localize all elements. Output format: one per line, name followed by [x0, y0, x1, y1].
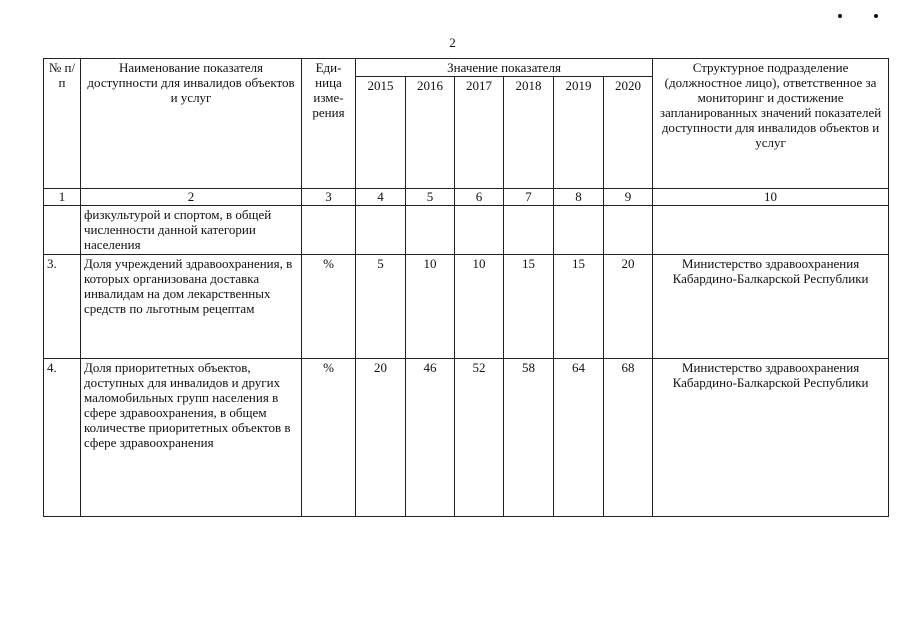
row-value: 52	[455, 359, 504, 517]
row-value	[356, 206, 406, 255]
row-value: 20	[604, 255, 653, 359]
row-value	[455, 206, 504, 255]
header-year: 2016	[406, 77, 455, 189]
header-year: 2017	[455, 77, 504, 189]
row-value	[604, 206, 653, 255]
header-year: 2019	[554, 77, 604, 189]
row-indicator-name: физкультурой и спортом, в общей численности данной категории населения	[81, 206, 302, 255]
row-value: 10	[455, 255, 504, 359]
row-responsible	[653, 206, 889, 255]
indicator-table	[43, 58, 889, 517]
column-number: 3	[302, 189, 356, 206]
column-number: 4	[356, 189, 406, 206]
row-value	[406, 206, 455, 255]
column-number: 9	[604, 189, 653, 206]
row-value: 68	[604, 359, 653, 517]
column-number: 2	[81, 189, 302, 206]
page-number: 2	[449, 35, 456, 50]
table-row	[44, 206, 889, 255]
column-number: 7	[504, 189, 554, 206]
scan-marks	[838, 14, 888, 24]
header-num: № п/п	[44, 59, 81, 189]
row-value: 20	[356, 359, 406, 517]
table-row	[44, 359, 889, 517]
row-indicator-name: Доля учреждений здравоохранения, в которых организована доставка инвалидам на дом лекарственных средств по льготным рецептам	[81, 255, 302, 359]
row-value: 15	[554, 255, 604, 359]
column-number: 1	[44, 189, 81, 206]
header-values-group: Значение показателя	[356, 59, 653, 77]
row-responsible: Министерство здравоохранения Кабардино-Балкарской Республики	[653, 255, 889, 359]
row-value: 58	[504, 359, 554, 517]
row-unit: %	[302, 255, 356, 359]
column-numbers-row	[44, 189, 889, 206]
header-responsible: Структурное подразделение (должностное лицо), ответственное за мониторинг и достижение запланированных значений показателей доступности для инвалидов объектов и услуг	[653, 59, 889, 189]
row-indicator-name: Доля приоритетных объектов, доступных для инвалидов и других маломобильных групп населения в сфере здравоохранения, в общем количестве приоритетных объектов в сфере здравоохранения	[81, 359, 302, 517]
row-num	[44, 206, 81, 255]
column-number: 10	[653, 189, 889, 206]
row-value: 64	[554, 359, 604, 517]
row-unit: %	[302, 359, 356, 517]
row-value	[554, 206, 604, 255]
header-year: 2015	[356, 77, 406, 189]
header-row	[44, 59, 889, 77]
row-unit	[302, 206, 356, 255]
row-num: 3.	[44, 255, 81, 359]
row-value: 5	[356, 255, 406, 359]
scan-dot	[838, 14, 842, 18]
column-number: 8	[554, 189, 604, 206]
row-responsible: Министерство здравоохранения Кабардино-Балкарской Республики	[653, 359, 889, 517]
row-num: 4.	[44, 359, 81, 517]
table-row	[44, 255, 889, 359]
header-year: 2018	[504, 77, 554, 189]
header-indicator-name: Наименование показателя доступности для инвалидов объектов и услуг	[81, 59, 302, 189]
row-value	[504, 206, 554, 255]
column-number: 6	[455, 189, 504, 206]
header-year: 2020	[604, 77, 653, 189]
scan-dot	[874, 14, 878, 18]
column-number: 5	[406, 189, 455, 206]
row-value: 10	[406, 255, 455, 359]
row-value: 46	[406, 359, 455, 517]
header-unit: Еди-ница изме-рения	[302, 59, 356, 189]
row-value: 15	[504, 255, 554, 359]
